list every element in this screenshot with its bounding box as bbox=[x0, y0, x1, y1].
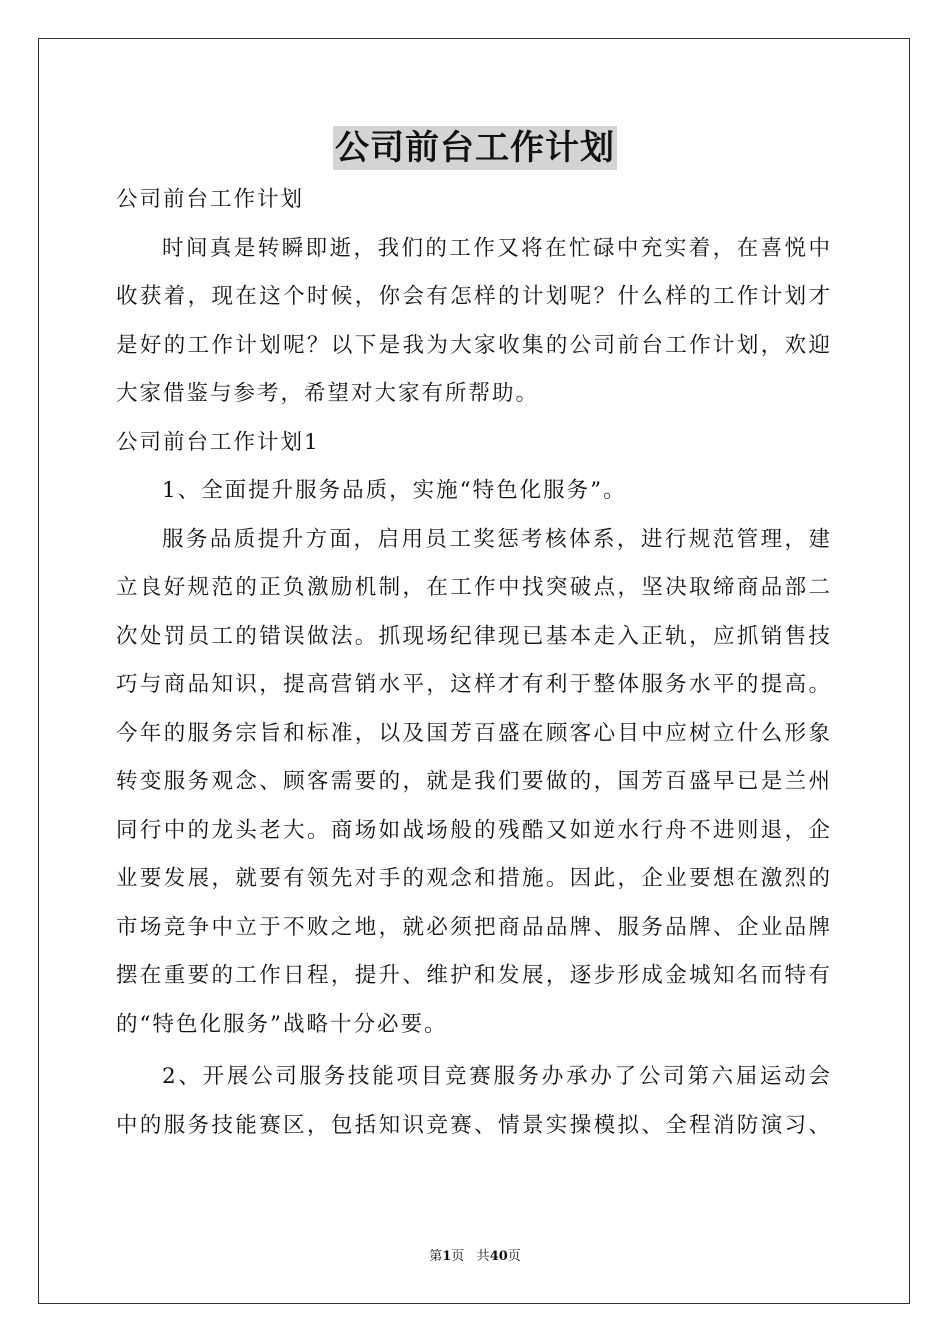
body-line: 大家借鉴与参考，希望对大家有所帮助。 bbox=[116, 381, 540, 406]
body-line: 2、开展公司服务技能项目竞赛服务办承办了公司第六届运动会 bbox=[162, 1064, 832, 1089]
body-line: 次处罚员工的错误做法。抓现场纪律现已基本走入正轨，应抓销售技 bbox=[116, 623, 832, 649]
total-prefix: 共 bbox=[476, 1249, 490, 1264]
body-line: 巧与商品知识，提高营销水平，这样才有利于整体服务水平的提高。 bbox=[116, 672, 832, 697]
title-block bbox=[0, 126, 950, 170]
body-line: 市场竞争中立于不败之地，就必须把商品品牌、服务品牌、企业品牌 bbox=[116, 914, 832, 940]
total-suffix: 页 bbox=[507, 1249, 521, 1264]
body-line: 收获着，现在这个时候，你会有怎样的计划呢？什么样的工作计划才 bbox=[116, 284, 832, 309]
page-number: 1 bbox=[442, 1249, 452, 1264]
body-line: 转变服务观念、顾客需要的，就是我们要做的，国芳百盛早已是兰州 bbox=[116, 769, 832, 794]
body-line: 是好的工作计划呢？以下是我为大家收集的公司前台工作计划，欢迎 bbox=[116, 332, 832, 358]
body-line: 同行中的龙头老大。商场如战场般的残酷又如逆水行舟不进则退，企 bbox=[116, 817, 832, 843]
section-heading: 公司前台工作计划1 bbox=[116, 429, 320, 455]
subtitle-line: 公司前台工作计划 bbox=[116, 187, 305, 212]
body-line: 业要发展，就要有领先对手的观念和措施。因此，企业要想在激烈的 bbox=[116, 866, 832, 891]
body-line: 摆在重要的工作日程，提升、维护和发展，逐步形成金城知名而特有 bbox=[116, 963, 832, 988]
page-prefix: 第 bbox=[429, 1249, 443, 1264]
page-suffix: 页 bbox=[451, 1249, 465, 1264]
body-line: 中的服务技能赛区，包括知识竞赛、情景实操模拟、全程消防演习、 bbox=[116, 1112, 832, 1138]
body-line: 1、全面提升服务品质，实施“特色化服务”。 bbox=[162, 478, 627, 503]
body-line: 立良好规范的正负激励机制，在工作中找突破点，坚决取缔商品部二 bbox=[116, 575, 832, 600]
document-title: 公司前台工作计划 bbox=[335, 128, 615, 168]
body-line: 时间真是转瞬即逝，我们的工作又将在忙碌中充实着，在喜悦中 bbox=[162, 235, 832, 261]
body-line: 的“特色化服务”战略十分必要。 bbox=[116, 1011, 448, 1037]
document-body bbox=[116, 180, 832, 1154]
total-pages: 40 bbox=[489, 1249, 508, 1264]
page-footer bbox=[0, 1248, 950, 1266]
body-line: 服务品质提升方面，启用员工奖惩考核体系，进行规范管理，建 bbox=[162, 526, 832, 552]
body-line: 今年的服务宗旨和标准，以及国芳百盛在顾客心目中应树立什么形象 bbox=[116, 720, 832, 746]
